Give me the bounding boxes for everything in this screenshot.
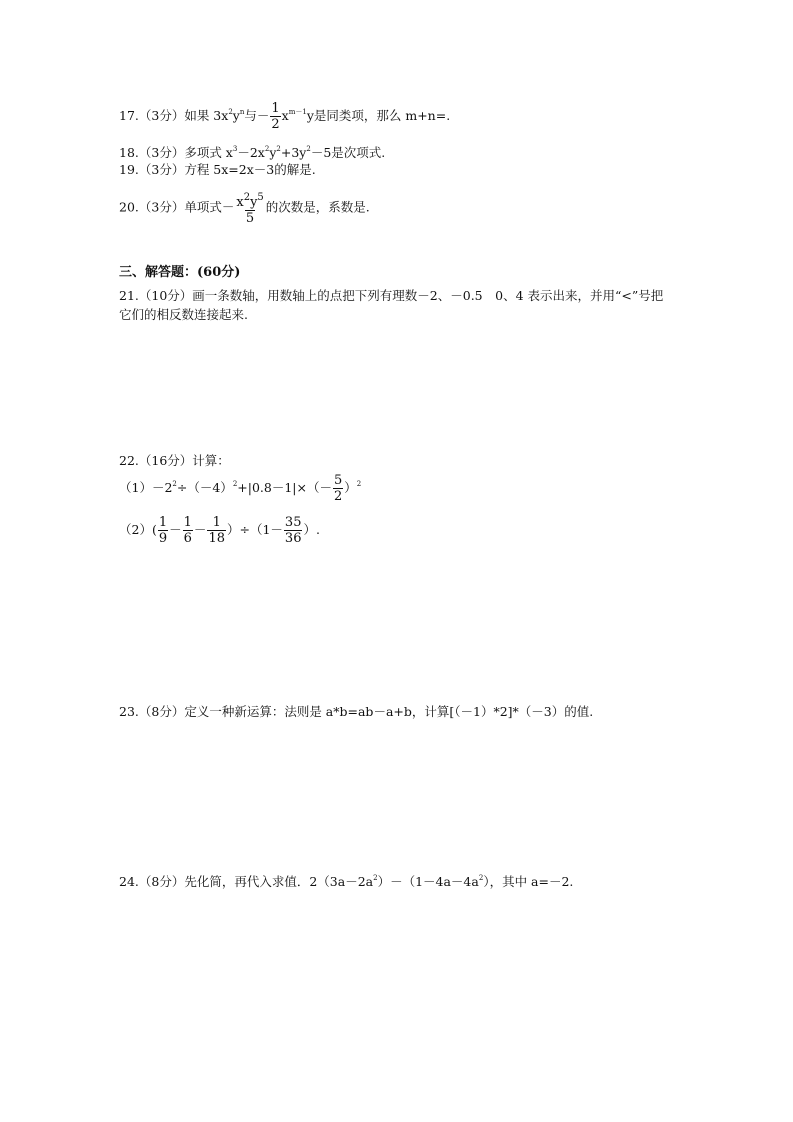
q22-p1-mid1: ÷（－4） [176, 480, 233, 495]
question-22-part2 [119, 515, 320, 546]
q20-num-exp2: 5 [257, 192, 264, 203]
q22-p1-mid3: ） [344, 480, 357, 495]
q22-p1-frac-den: 2 [333, 489, 343, 504]
question-18 [119, 140, 385, 162]
q22-p2-f2-num: 1 [183, 515, 192, 530]
q18-mid1: －2x [237, 145, 265, 160]
q22-p1-exp1: 2 [172, 480, 177, 488]
q18-mid2: y [269, 145, 277, 160]
q22-p2-f4-den: 36 [284, 531, 302, 546]
question-17 [119, 101, 450, 132]
question-23: 23.（8分）定义一种新运算：法则是 a*b=ab－a+b，计算[（－1）*2]*（－3）的值. [119, 704, 594, 719]
q22-p1-frac-num: 5 [333, 473, 343, 488]
section-3-heading: 三、解答题：(60分) [119, 265, 241, 280]
q22-p2-fraction-3 [207, 515, 226, 546]
q17-frac-num: 1 [271, 101, 280, 116]
q20-suffix: 的次数是，系数是. [265, 199, 370, 215]
q24-exp1: 2 [373, 874, 378, 882]
q22-p1-exp2: 2 [232, 480, 238, 488]
q20-num-base2: y [250, 195, 258, 210]
question-24 [119, 869, 573, 891]
q22-p2-f1-den: 9 [158, 531, 168, 546]
q17-mid3: x [281, 108, 289, 123]
q22-p2-fraction-4 [284, 515, 303, 546]
q24-exp2: 2 [478, 874, 484, 882]
q22-p2-f1-num: 1 [158, 515, 168, 530]
q22-p1-mid2: +|0.8－1|×（－ [237, 480, 332, 495]
q22-p1-fraction [333, 473, 343, 504]
q22-p2-f4-num: 35 [284, 515, 302, 530]
q22-p2-f3-den: 18 [208, 531, 225, 546]
q24-mid: ）－（1－4a－4a [377, 874, 479, 889]
q17-prefix: 17.（3分）如果 3x [119, 108, 229, 123]
q18-exp2: 2 [264, 145, 270, 153]
q17-mid1: y [232, 108, 240, 123]
q20-num-base1: x [236, 195, 244, 210]
q18-exp4: 2 [306, 145, 311, 153]
q22-p1-prefix: （1）－2 [119, 480, 173, 495]
q18-exp3: 2 [276, 145, 281, 153]
question-22-part1 [119, 473, 361, 504]
q22-p2-op1: － [169, 522, 182, 537]
question-20 [119, 190, 370, 226]
q22-p2-prefix: （2）( [119, 522, 157, 537]
q17-exp3: m－1 [288, 108, 307, 116]
q22-p2-f3-num: 1 [212, 515, 221, 530]
q18-suffix: －5是次项式. [310, 145, 386, 160]
question-22-title: 22.（16分）计算： [119, 453, 230, 468]
q20-fraction [235, 190, 264, 226]
question-21: 21.（10分）画一条数轴，用数轴上的点把下列有理数－2、－0.5 0、4 表示出来，并用“<”号把它们的相反数连接起来. [119, 288, 664, 322]
q22-p2-fraction-1 [158, 515, 168, 546]
q20-frac-num [235, 190, 264, 210]
q17-suffix: y是同类项，那么 m+n=. [306, 108, 451, 123]
q17-exp1: 2 [228, 108, 233, 116]
q20-num-exp1: 2 [243, 192, 251, 203]
q20-prefix: 20.（3分）单项式－ [119, 199, 235, 215]
q17-frac-den: 2 [271, 117, 280, 132]
q18-exp1: 3 [232, 145, 238, 153]
q20-frac-den: 5 [245, 211, 255, 226]
q18-prefix: 18.（3分）多项式 x [119, 145, 233, 160]
question-19: 19.（3分）方程 5x=2x－3的解是. [119, 162, 316, 177]
q22-p2-mid: ）÷（1－ [226, 522, 283, 537]
q22-p2-fraction-2 [183, 515, 193, 546]
q17-fraction [270, 101, 280, 132]
q22-p2-op2: － [193, 522, 207, 537]
q24-suffix: ），其中 a=－2. [483, 874, 574, 889]
q22-p2-suffix: ）. [303, 522, 320, 537]
q17-mid2: 与－ [244, 108, 270, 123]
q24-prefix: 24.（8分）先化简，再代入求值．2（3a－2a [119, 874, 374, 889]
q17-exp2: n [239, 108, 245, 116]
q22-p2-f2-den: 6 [183, 531, 192, 546]
q18-mid3: +3y [280, 145, 307, 160]
q22-p1-exp3: 2 [356, 480, 362, 488]
